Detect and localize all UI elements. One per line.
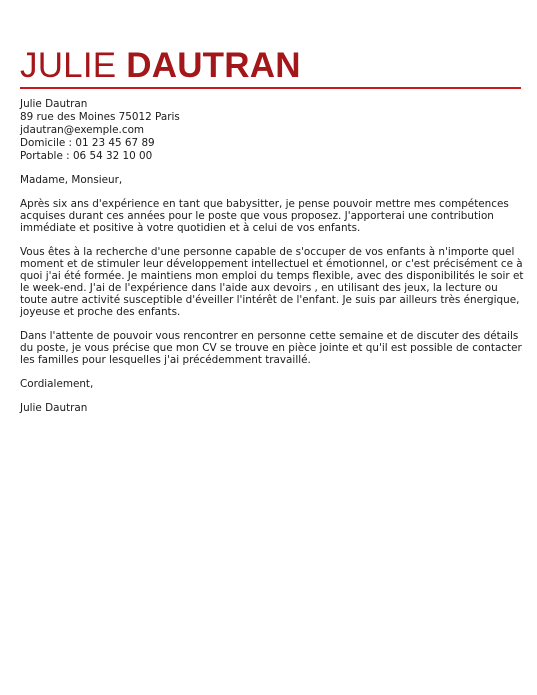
contact-block (20, 98, 180, 163)
last-name: DAUTRAN (126, 46, 301, 85)
paragraph-availability: Vous êtes à la recherche d'une personne capable de s'occuper de vos enfants à n'importe quel moment et de stimuler leur développement intellectuel et émotionnel, or c'est précisément ce à quoi j'ai été formée. Je maintiens mon emploi du temps flexible, avec des disponibilités le soir et le week-end. J'ai de l'expérience dans l'aide aux devoirs , en utilisant des jeux, la lecture ou toute autre activité susceptible d'éveiller l'intérêt de l'enfant. Je suis par ailleurs très énergique, joyeuse et proche des enfants. (20, 246, 524, 318)
letter-body (20, 174, 526, 426)
closing: Cordialement, (20, 378, 94, 390)
salutation: Madame, Monsieur, (20, 174, 123, 186)
contact-mobile-phone: Portable : 06 54 32 10 00 (20, 150, 153, 162)
contact-email: jdautran@exemple.com (20, 124, 145, 136)
letter-header (20, 46, 520, 86)
contact-address: 89 rue des Moines 75012 Paris (20, 111, 180, 123)
contact-home-phone: Domicile : 01 23 45 67 89 (20, 137, 155, 149)
signature: Julie Dautran (20, 402, 88, 414)
paragraph-meeting: Dans l'attente de pouvoir vous rencontrer en personne cette semaine et de discuter des détails du poste, je vous précise que mon CV se trouve en pièce jointe et qu'il est possible de contacter les familles pour lesquelles j'ai précédemment travaillé. (20, 330, 522, 366)
header-divider (20, 87, 521, 89)
paragraph-experience: Après six ans d'expérience en tant que babysitter, je pense pouvoir mettre mes compétences acquises durant ces années pour le poste que vous proposez. J'apporterai une contribution immédiate et positive à votre quotidien et à celui de vos enfants. (20, 198, 509, 234)
contact-name: Julie Dautran (20, 98, 88, 110)
applicant-name-heading (20, 46, 520, 86)
first-name: JULIE (20, 46, 117, 85)
